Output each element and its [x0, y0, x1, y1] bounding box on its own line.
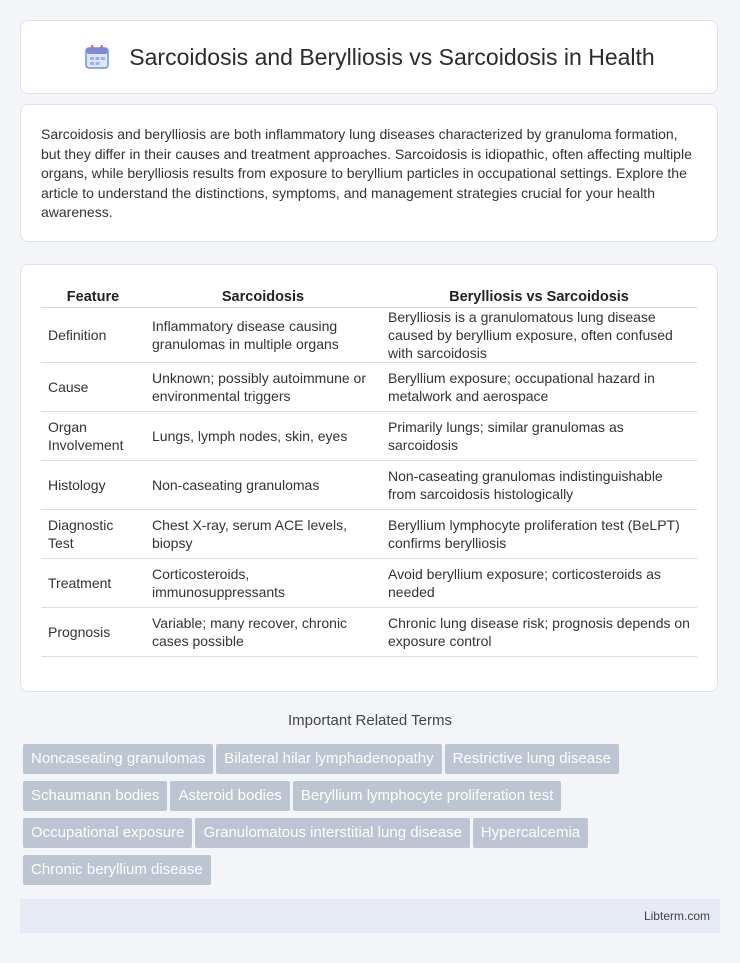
row-feature: Prognosis	[41, 608, 145, 657]
table-row	[41, 308, 697, 363]
header-feature: Feature	[41, 283, 145, 308]
row-feature: Definition	[41, 308, 145, 363]
header-card	[20, 20, 718, 94]
related-term-tag[interactable]: Beryllium lymphocyte proliferation test	[293, 781, 562, 811]
row-feature: Histology	[41, 461, 145, 510]
row-sarcoidosis: Unknown; possibly autoimmune or environmental triggers	[145, 363, 381, 412]
intro-card	[20, 104, 718, 242]
table-row	[41, 412, 697, 461]
related-terms-list	[23, 744, 703, 892]
header-berylliosis: Berylliosis vs Sarcoidosis	[381, 283, 697, 308]
related-term-tag[interactable]: Occupational exposure	[23, 818, 192, 848]
table-row	[41, 510, 697, 559]
table-header-row	[41, 283, 697, 308]
row-feature: Treatment	[41, 559, 145, 608]
row-sarcoidosis: Non-caseating granulomas	[145, 461, 381, 510]
row-sarcoidosis: Variable; many recover, chronic cases possible	[145, 608, 381, 657]
row-berylliosis: Avoid beryllium exposure; corticosteroids as needed	[381, 559, 697, 608]
row-feature: Diagnostic Test	[41, 510, 145, 559]
intro-text: Sarcoidosis and berylliosis are both inflammatory lung diseases characterized by granuloma formation, but they differ in their causes and treatment approaches. Sarcoidosis is idiopathic, often affecting multiple organs, while berylliosis results from exposure to beryllium particles in occupational settings. Explore the article to understand the distinctions, symptoms, and management strategies crucial for your health awareness.	[41, 126, 692, 220]
row-sarcoidosis: Chest X-ray, serum ACE levels, biopsy	[145, 510, 381, 559]
related-term-tag[interactable]: Noncaseating granulomas	[23, 744, 213, 774]
related-terms-title: Important Related Terms	[288, 712, 452, 729]
related-term-tag[interactable]: Chronic beryllium disease	[23, 855, 211, 885]
header-sarcoidosis: Sarcoidosis	[145, 283, 381, 308]
row-sarcoidosis: Lungs, lymph nodes, skin, eyes	[145, 412, 381, 461]
comparison-table	[41, 283, 697, 657]
page-title: Sarcoidosis and Berylliosis vs Sarcoidosis in Health	[129, 43, 655, 70]
related-term-tag[interactable]: Restrictive lung disease	[445, 744, 619, 774]
footer-link[interactable]: Libterm.com	[643, 909, 710, 923]
related-term-tag[interactable]: Bilateral hilar lymphadenopathy	[216, 744, 441, 774]
row-berylliosis: Beryllium exposure; occupational hazard in metalwork and aerospace	[381, 363, 697, 412]
related-term-tag[interactable]: Schaumann bodies	[23, 781, 167, 811]
table-row	[41, 559, 697, 608]
row-berylliosis: Berylliosis is a granulomatous lung disease caused by beryllium exposure, often confused with sarcoidosis	[381, 308, 697, 363]
row-berylliosis: Primarily lungs; similar granulomas as sarcoidosis	[381, 412, 697, 461]
row-feature: Organ Involvement	[41, 412, 145, 461]
table-row	[41, 363, 697, 412]
comparison-table-card	[20, 264, 718, 692]
footer	[20, 899, 720, 933]
row-berylliosis: Chronic lung disease risk; prognosis depends on exposure control	[381, 608, 697, 657]
calendar-icon	[83, 43, 111, 71]
row-berylliosis: Beryllium lymphocyte proliferation test (BeLPT) confirms berylliosis	[381, 510, 697, 559]
row-sarcoidosis: Inflammatory disease causing granulomas in multiple organs	[145, 308, 381, 363]
row-sarcoidosis: Corticosteroids, immunosuppressants	[145, 559, 381, 608]
related-term-tag[interactable]: Hypercalcemia	[473, 818, 588, 848]
table-row	[41, 608, 697, 657]
table-row	[41, 461, 697, 510]
row-berylliosis: Non-caseating granulomas indistinguishable from sarcoidosis histologically	[381, 461, 697, 510]
related-term-tag[interactable]: Asteroid bodies	[170, 781, 289, 811]
row-feature: Cause	[41, 363, 145, 412]
related-term-tag[interactable]: Granulomatous interstitial lung disease	[195, 818, 469, 848]
